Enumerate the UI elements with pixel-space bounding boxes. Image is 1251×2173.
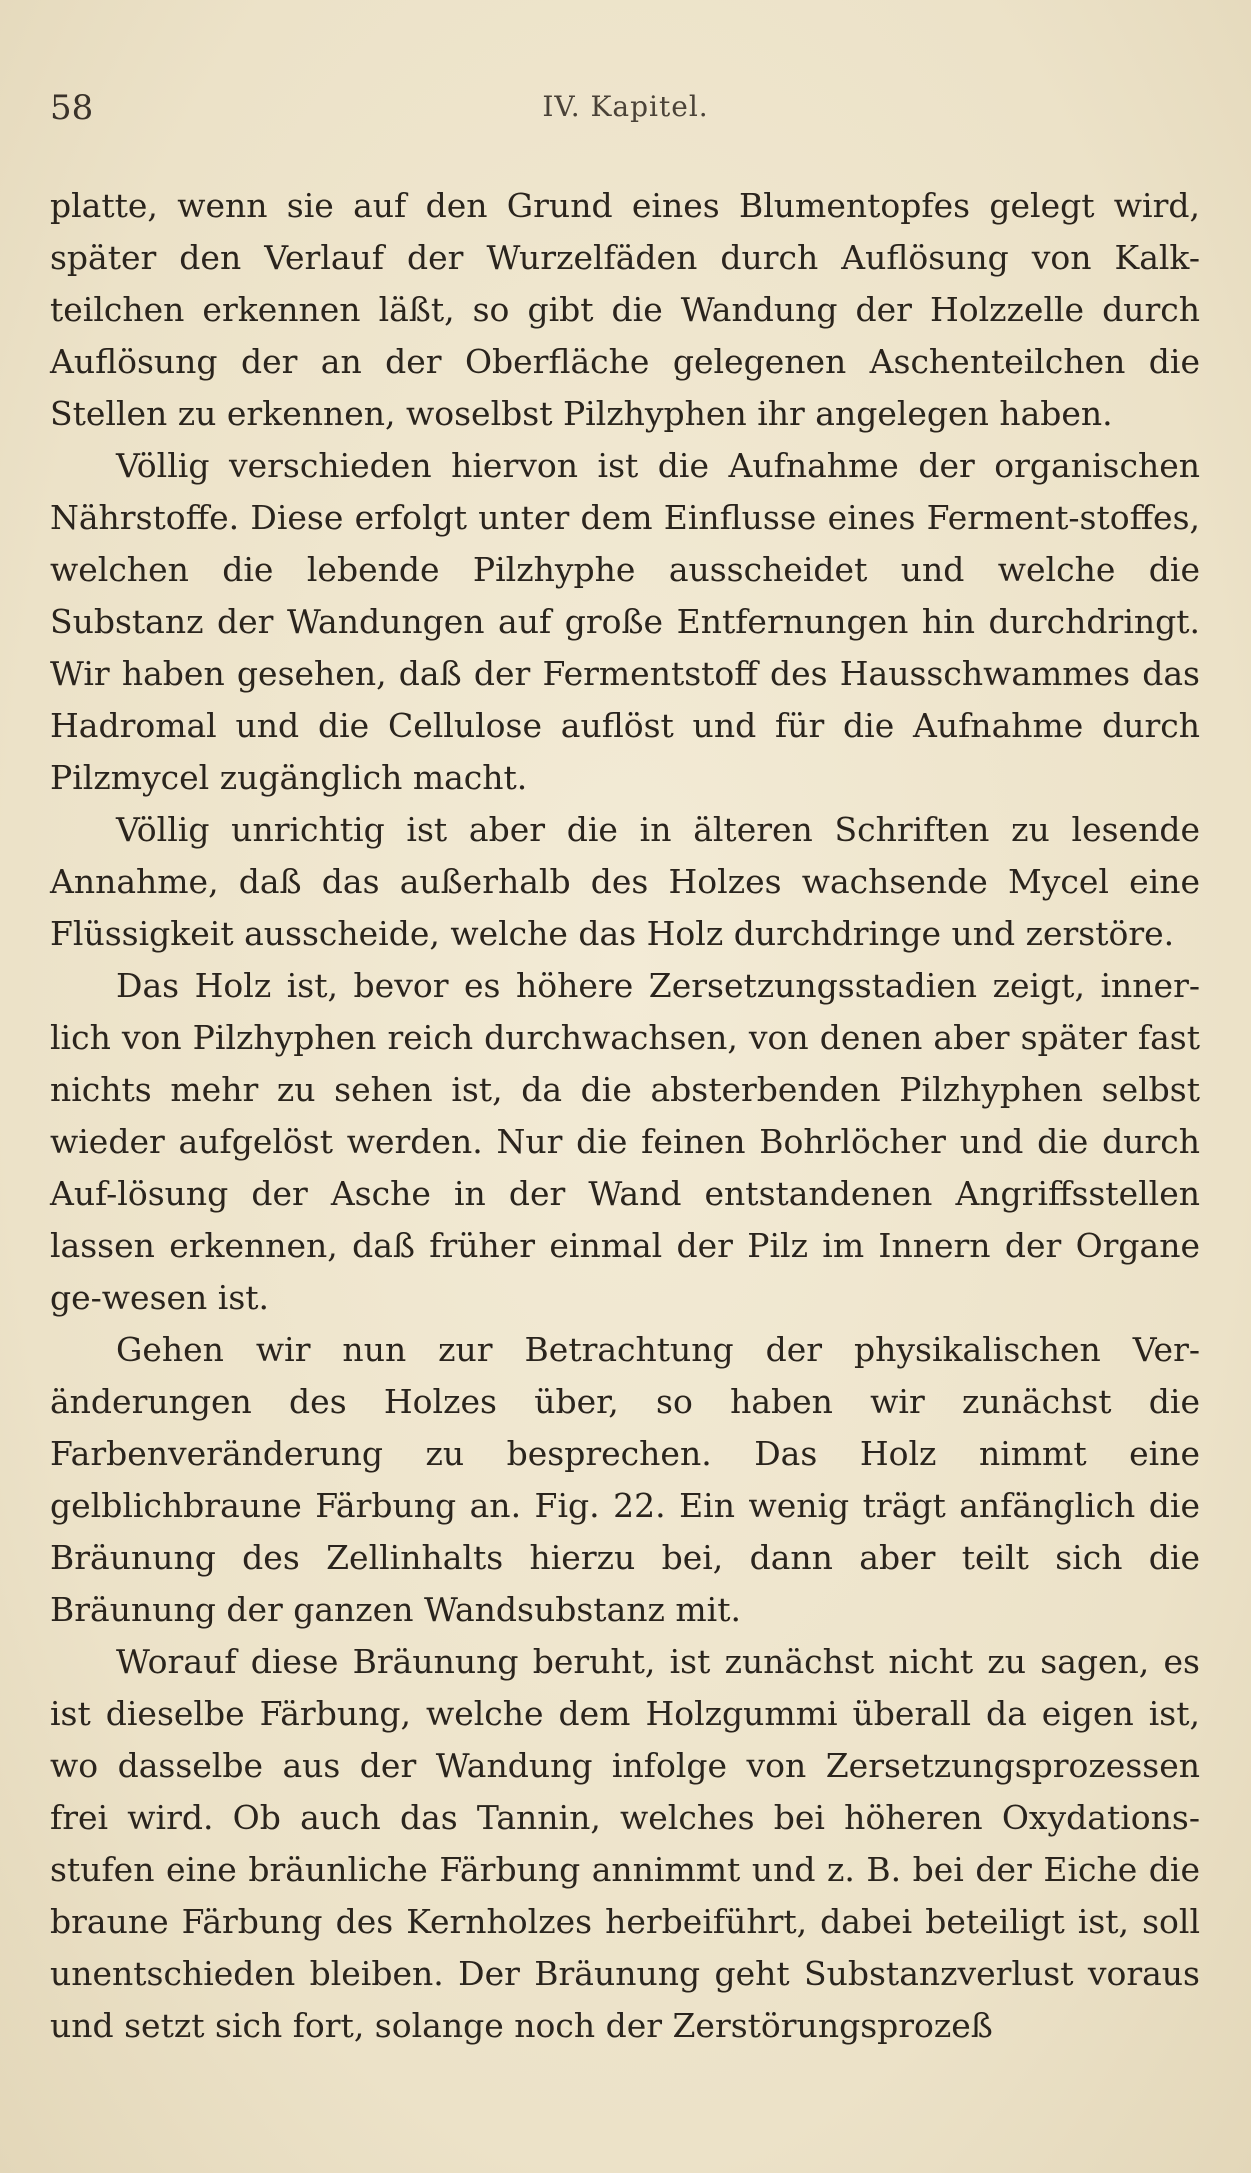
paragraph: Völlig verschieden hiervon ist die Aufnahme der organischen Nährstoffe. Diese erfolgt unter dem Einflusse eines Ferment-stoffes, welchen die lebende Pilzhyphe ausscheidet und welche die Substanz der Wandungen auf große Entfernungen hin durchdringt. Wir haben gesehen, daß der Fermentstoff des Hausschwammes das Hadromal und die Cellulose auflöst und für die Aufnahme durch Pilzmycel zugänglich macht. — [50, 446, 1200, 797]
paragraph: Das Holz ist, bevor es höhere Zersetzungsstadien zeigt, inner-lich von Pilzhyphen reich durchwachsen, von denen aber später fast nichts mehr zu sehen ist, da die absterbenden Pilzhyphen selbst wieder aufgelöst werden. Nur die feinen Bohrlöcher und die durch Auf-lösung der Asche in der Wand entstandenen Angriffsstellen lassen erkennen, daß früher einmal der Pilz im Innern der Organe ge-wesen ist. — [50, 966, 1200, 1317]
page-header — [50, 88, 1201, 138]
paragraph-continued: platte, wenn sie auf den Grund eines Blumentopfes gelegt wird, später den Verlauf der Wurzelfäden durch Auflösung von Kalk-teilchen erkennen läßt, so gibt die Wandung der Holzzelle durch Auflösung der an der Oberfläche gelegenen Aschenteilchen die Stellen zu erkennen, woselbst Pilzhyphen ihr angelegen haben. — [50, 186, 1200, 433]
paragraph: Worauf diese Bräunung beruht, ist zunächst nicht zu sagen, es ist dieselbe Färbung, welche dem Holzgummi überall da eigen ist, wo dasselbe aus der Wandung infolge von Zersetzungsprozessen frei wird. Ob auch das Tannin, welches bei höheren Oxydations-stufen eine bräunliche Färbung annimmt und z. B. bei der Eiche die braune Färbung des Kernholzes herbeiführt, dabei beteiligt ist, soll unentschieden bleiben. Der Bräunung geht Substanzverlust voraus und setzt sich fort, solange noch der Zerstörungsprozeß — [50, 1642, 1200, 2045]
body-text — [50, 180, 1200, 2052]
page-number: 58 — [50, 88, 94, 128]
running-head: IV. Kapitel. — [542, 90, 709, 123]
paragraph: Gehen wir nun zur Betrachtung der physikalischen Ver-änderungen des Holzes über, so haben wir zunächst die Farbenveränderung zu besprechen. Das Holz nimmt eine gelblichbraune Färbung an. Fig. 22. Ein wenig trägt anfänglich die Bräunung des Zellinhalts hierzu bei, dann aber teilt sich die Bräunung der ganzen Wandsubstanz mit. — [50, 1330, 1200, 1629]
paragraph: Völlig unrichtig ist aber die in älteren Schriften zu lesende Annahme, daß das außerhalb des Holzes wachsende Mycel eine Flüssigkeit ausscheide, welche das Holz durchdringe und zerstöre. — [50, 810, 1200, 953]
